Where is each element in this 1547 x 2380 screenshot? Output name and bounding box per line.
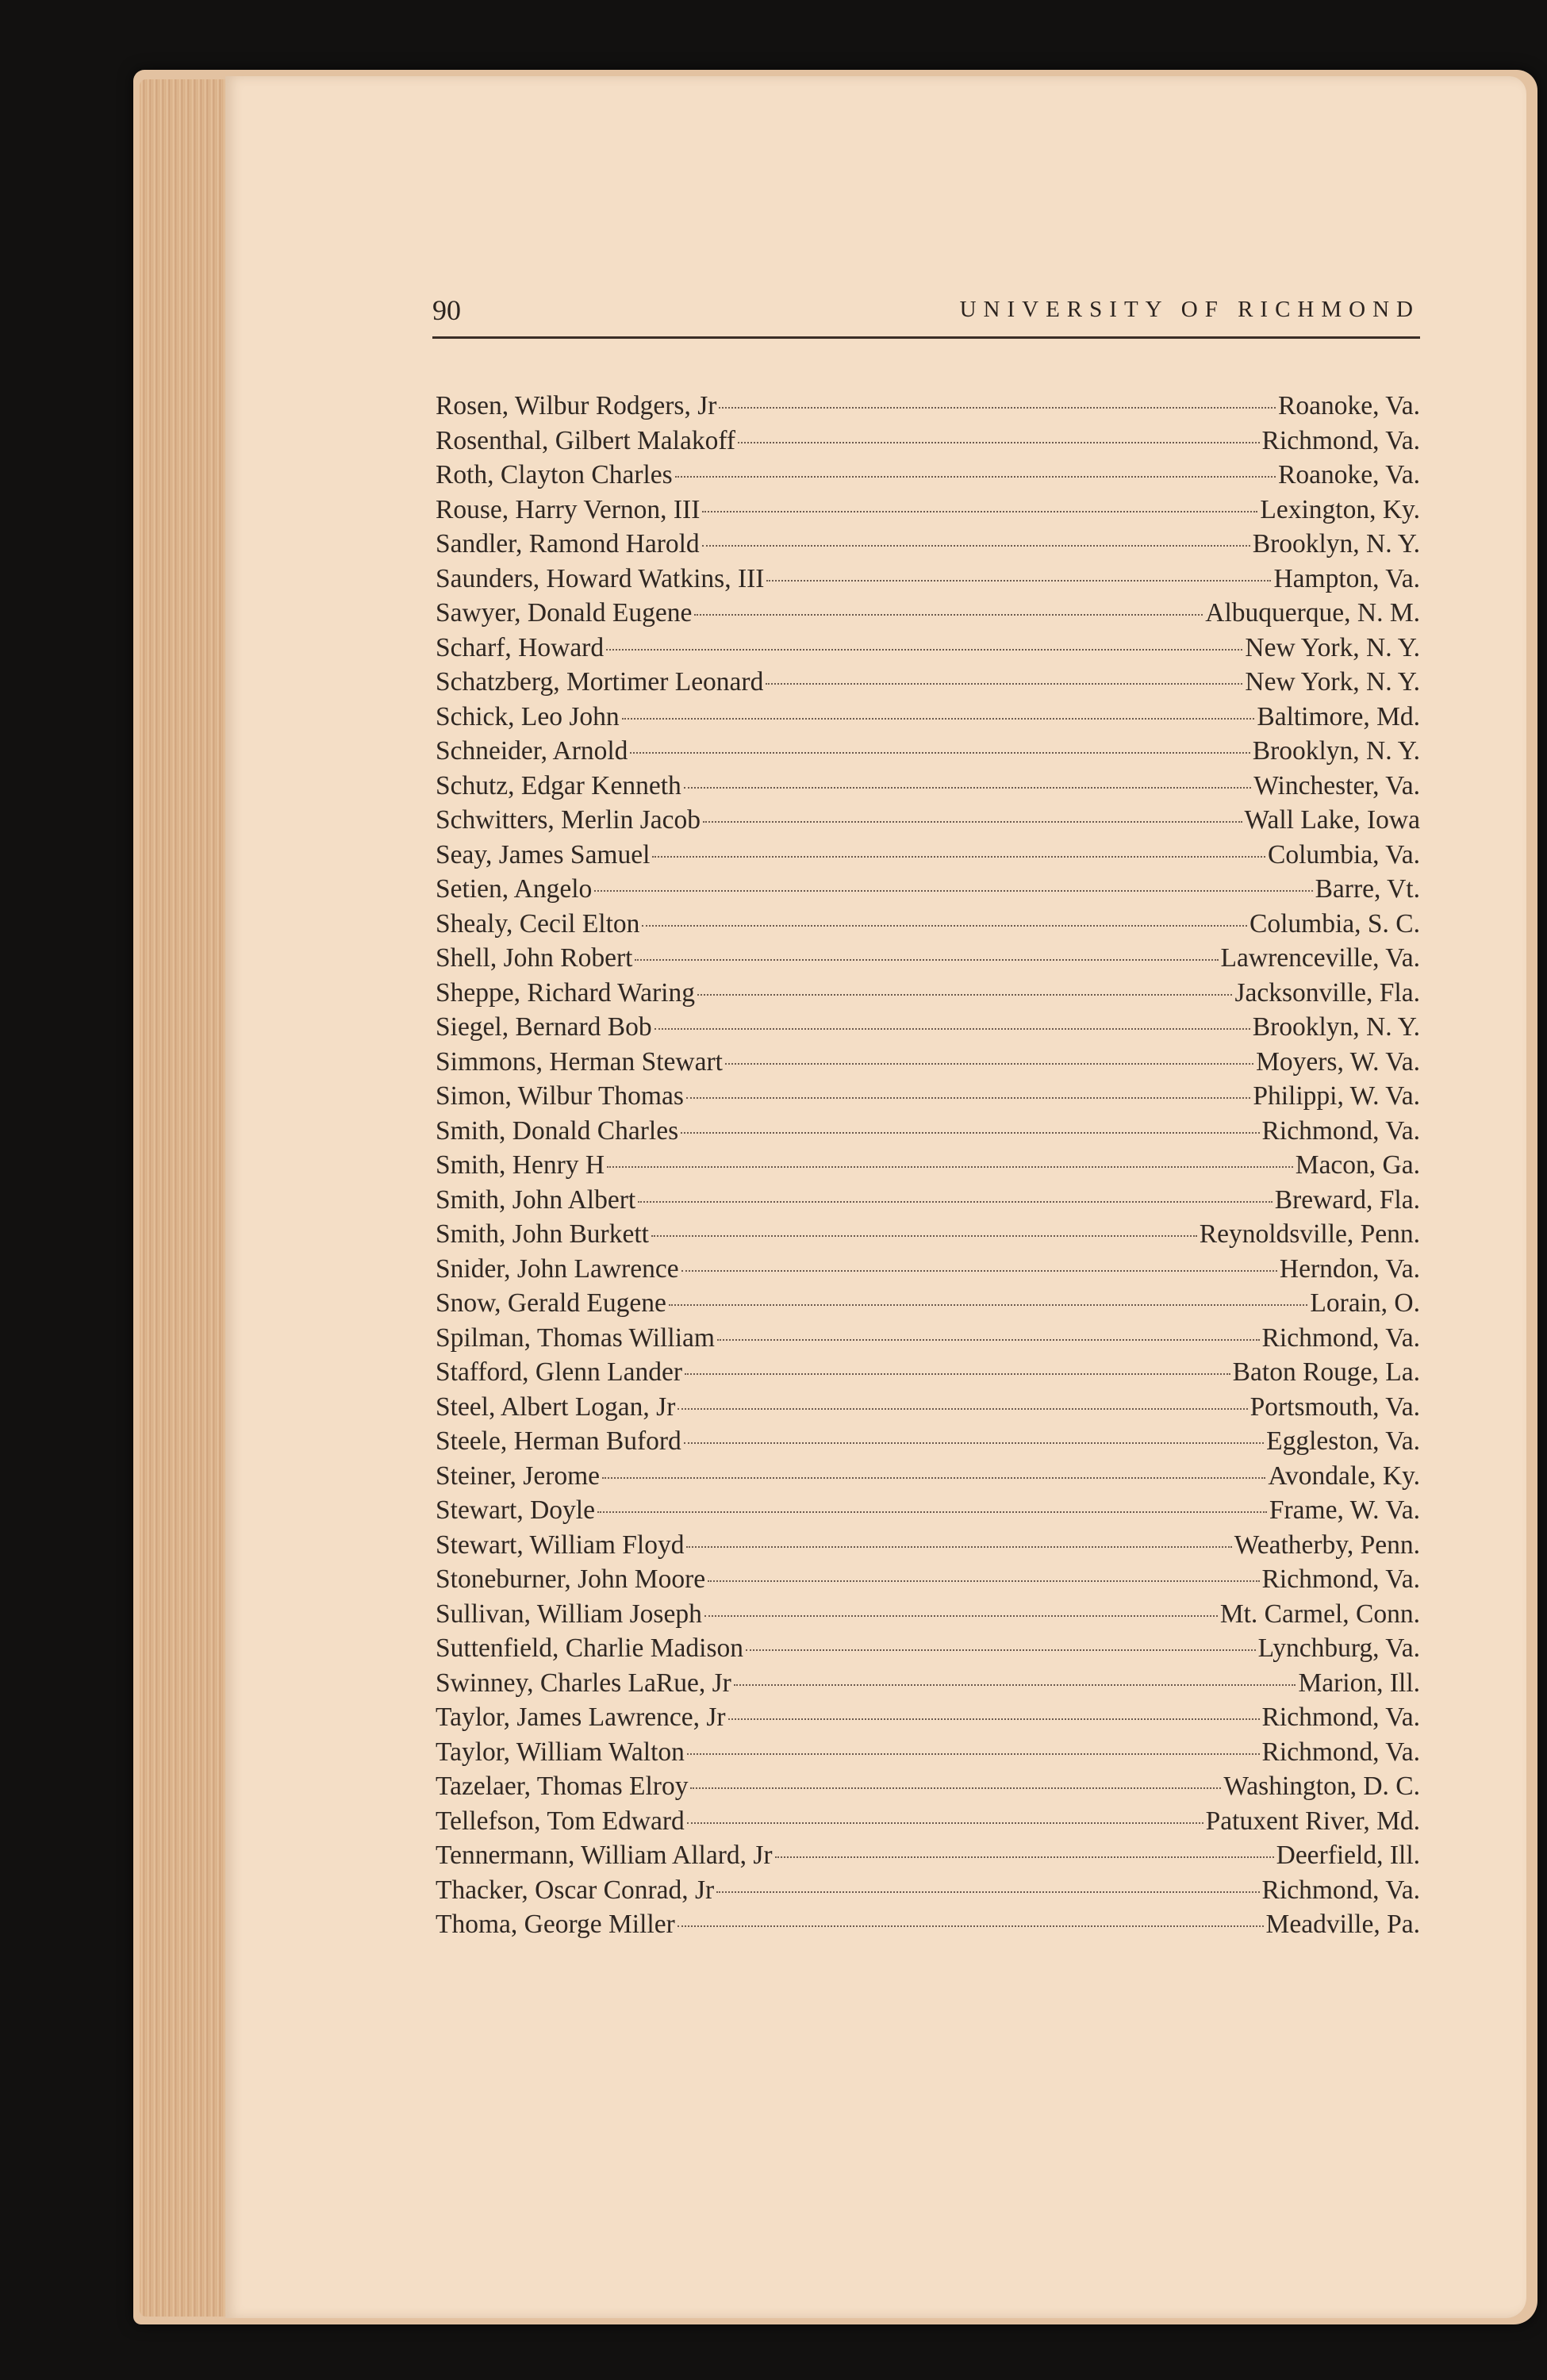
hometown: Columbia, Va. — [1267, 839, 1420, 869]
dot-leader — [622, 718, 1255, 720]
hometown: Baton Rouge, La. — [1232, 1357, 1420, 1387]
hometown: New York, N. Y. — [1245, 632, 1420, 662]
list-item — [436, 1528, 1420, 1563]
student-name: Taylor, William Walton — [436, 1737, 685, 1767]
dot-leader — [594, 890, 1312, 892]
list-item — [436, 872, 1420, 907]
student-name: Setien, Angelo — [436, 874, 593, 904]
dot-leader — [725, 1063, 1253, 1065]
list-item — [436, 803, 1420, 838]
hometown: Patuxent River, Md. — [1205, 1806, 1420, 1836]
list-item — [436, 665, 1420, 700]
student-name: Tennermann, William Allard, Jr — [436, 1841, 773, 1870]
list-item — [436, 1114, 1420, 1149]
dot-leader — [652, 856, 1265, 858]
list-item — [436, 700, 1420, 735]
list-item — [436, 838, 1420, 873]
student-name: Simon, Wilbur Thomas — [436, 1081, 684, 1111]
student-name: Schwitters, Merlin Jacob — [436, 805, 701, 835]
list-item — [436, 1183, 1420, 1218]
running-title: UNIVERSITY OF RICHMOND — [959, 297, 1420, 322]
hometown: Richmond, Va. — [1261, 1115, 1420, 1146]
hometown: Reynoldsville, Penn. — [1199, 1219, 1420, 1249]
student-name: Suttenfield, Charlie Madison — [436, 1633, 743, 1663]
dot-leader — [703, 821, 1242, 823]
page-header — [432, 289, 1420, 339]
student-name: Taylor, James Lawrence, Jr — [436, 1702, 726, 1732]
list-item — [436, 1286, 1420, 1321]
hometown: Barre, Vt. — [1315, 874, 1420, 904]
dot-leader — [717, 1339, 1260, 1341]
list-item — [436, 907, 1420, 942]
list-item — [436, 527, 1420, 562]
page-number: 90 — [432, 294, 461, 326]
dot-leader — [635, 959, 1218, 961]
list-item — [436, 1873, 1420, 1908]
list-item — [436, 1079, 1420, 1114]
student-name: Sawyer, Donald Eugene — [436, 598, 693, 628]
student-name: Steel, Albert Logan, Jr — [436, 1392, 676, 1422]
student-name: Schick, Leo John — [436, 701, 620, 731]
student-name: Snider, John Lawrence — [436, 1253, 679, 1284]
dot-leader — [686, 1546, 1231, 1548]
list-item — [436, 1321, 1420, 1356]
list-item — [436, 1838, 1420, 1873]
student-name: Tellefson, Tom Edward — [436, 1806, 685, 1836]
dot-leader — [694, 614, 1203, 616]
student-name: Schneider, Arnold — [436, 736, 628, 766]
hometown: Brooklyn, N. Y. — [1252, 736, 1420, 766]
student-name: Thacker, Oscar Conrad, Jr — [436, 1875, 715, 1905]
dot-leader — [651, 1235, 1197, 1237]
student-name: Shealy, Cecil Elton — [436, 908, 640, 939]
dot-leader — [708, 1580, 1259, 1582]
student-name: Smith, John Albert — [436, 1184, 636, 1215]
dot-leader — [697, 994, 1233, 996]
student-name: Smith, Henry H — [436, 1150, 605, 1180]
student-name: Saunders, Howard Watkins, III — [436, 563, 765, 593]
hometown: Lawrenceville, Va. — [1220, 943, 1420, 973]
hometown: Avondale, Ky. — [1268, 1461, 1420, 1491]
list-item — [436, 1631, 1420, 1666]
dot-leader — [642, 925, 1247, 927]
list-item — [436, 941, 1420, 976]
hometown: Marion, Ill. — [1298, 1668, 1420, 1698]
hometown: Meadville, Pa. — [1265, 1910, 1420, 1939]
dot-leader — [607, 1166, 1293, 1168]
hometown: Washington, D. C. — [1223, 1772, 1420, 1801]
list-item — [436, 1769, 1420, 1804]
list-item — [436, 1493, 1420, 1528]
hometown: Portsmouth, Va. — [1250, 1392, 1420, 1422]
hometown: Eggleston, Va. — [1266, 1426, 1420, 1456]
hometown: Richmond, Va. — [1261, 1875, 1420, 1905]
dot-leader — [678, 1925, 1264, 1927]
hometown: New York, N. Y. — [1245, 667, 1420, 697]
hometown: Brooklyn, N. Y. — [1252, 1012, 1420, 1042]
dot-leader — [687, 1822, 1203, 1824]
dot-leader — [681, 1132, 1259, 1134]
dot-leader — [684, 1442, 1264, 1444]
dot-leader — [704, 1615, 1218, 1617]
list-item — [436, 1252, 1420, 1287]
hometown: Herndon, Va. — [1279, 1253, 1420, 1284]
hometown: Baltimore, Md. — [1257, 701, 1420, 731]
hometown: Mt. Carmel, Conn. — [1219, 1599, 1420, 1629]
hometown: Columbia, S. C. — [1250, 908, 1420, 939]
student-name: Schutz, Edgar Kenneth — [436, 770, 681, 800]
dot-leader — [766, 580, 1271, 582]
hometown: Albuquerque, N. M. — [1205, 598, 1420, 628]
list-item — [436, 1390, 1420, 1425]
hometown: Richmond, Va. — [1261, 1702, 1420, 1732]
hometown: Lynchburg, Va. — [1257, 1633, 1420, 1663]
hometown: Richmond, Va. — [1261, 1322, 1420, 1353]
dot-leader — [678, 1408, 1247, 1410]
student-directory-list — [436, 389, 1420, 1942]
list-item — [436, 1700, 1420, 1735]
hometown: Deerfield, Ill. — [1276, 1841, 1420, 1870]
hometown: Macon, Ga. — [1295, 1150, 1420, 1180]
list-item — [436, 1045, 1420, 1080]
hometown: Wall Lake, Iowa — [1244, 805, 1420, 835]
list-item — [436, 493, 1420, 528]
student-name: Seay, James Samuel — [436, 839, 651, 869]
dot-leader — [597, 1511, 1267, 1513]
hometown: Frame, W. Va. — [1269, 1495, 1420, 1525]
dot-leader — [738, 442, 1260, 443]
student-name: Swinney, Charles LaRue, Jr — [436, 1668, 731, 1698]
hometown: Richmond, Va. — [1261, 1737, 1420, 1767]
student-name: Sullivan, William Joseph — [436, 1599, 702, 1629]
dot-leader — [702, 545, 1250, 547]
dot-leader — [681, 1270, 1277, 1272]
dot-leader — [686, 1097, 1250, 1099]
dot-leader — [690, 1787, 1221, 1789]
list-item — [436, 1804, 1420, 1839]
dot-leader — [719, 407, 1276, 409]
student-name: Smith, John Burkett — [436, 1219, 649, 1249]
dot-leader — [684, 787, 1252, 789]
list-item — [436, 596, 1420, 631]
list-item — [436, 976, 1420, 1011]
hometown: Lorain, O. — [1310, 1288, 1420, 1318]
hometown: Philippi, W. Va. — [1253, 1081, 1420, 1111]
hometown: Jacksonville, Fla. — [1234, 977, 1420, 1008]
student-name: Siegel, Bernard Bob — [436, 1012, 652, 1042]
dot-leader — [716, 1891, 1259, 1893]
list-item — [436, 389, 1420, 424]
list-item — [436, 1597, 1420, 1632]
dot-leader — [734, 1684, 1296, 1686]
hometown: Lexington, Ky. — [1260, 494, 1420, 524]
dot-leader — [746, 1649, 1256, 1651]
dot-leader — [685, 1373, 1230, 1375]
student-name: Steiner, Jerome — [436, 1461, 601, 1491]
student-name: Sheppe, Richard Waring — [436, 977, 695, 1008]
dot-leader — [602, 1477, 1265, 1479]
dot-leader — [606, 649, 1242, 651]
student-name: Stafford, Glenn Lander — [436, 1357, 683, 1387]
list-item — [436, 562, 1420, 597]
student-name: Rouse, Harry Vernon, III — [436, 494, 701, 524]
hometown: Weatherby, Penn. — [1234, 1530, 1420, 1560]
hometown: Richmond, Va. — [1261, 1564, 1420, 1594]
student-name: Thoma, George Miller — [436, 1910, 675, 1939]
list-item — [436, 1666, 1420, 1701]
dot-leader — [654, 1028, 1250, 1030]
student-name: Stewart, William Floyd — [436, 1530, 685, 1560]
student-name: Stewart, Doyle — [436, 1495, 595, 1525]
list-item — [436, 1907, 1420, 1942]
student-name: Schatzberg, Mortimer Leonard — [436, 667, 764, 697]
student-name: Shell, John Robert — [436, 943, 633, 973]
student-name: Simmons, Herman Stewart — [436, 1046, 723, 1077]
list-item — [436, 734, 1420, 769]
list-item — [436, 424, 1420, 459]
list-item — [436, 1735, 1420, 1770]
dot-leader — [728, 1718, 1260, 1720]
hometown: Breward, Fla. — [1274, 1184, 1420, 1215]
list-item — [436, 1217, 1420, 1252]
hometown: Brooklyn, N. Y. — [1252, 529, 1420, 559]
dot-leader — [669, 1304, 1308, 1306]
list-item — [436, 1424, 1420, 1459]
list-item — [436, 458, 1420, 493]
list-item — [436, 1355, 1420, 1390]
student-name: Sandler, Ramond Harold — [436, 529, 700, 559]
list-item — [436, 1562, 1420, 1597]
hometown: Richmond, Va. — [1261, 425, 1420, 455]
list-item — [436, 769, 1420, 804]
hometown: Roanoke, Va. — [1278, 460, 1420, 489]
list-item — [436, 1459, 1420, 1494]
student-name: Rosen, Wilbur Rodgers, Jr — [436, 391, 717, 420]
list-item — [436, 631, 1420, 666]
student-name: Scharf, Howard — [436, 632, 605, 662]
dot-leader — [687, 1753, 1260, 1755]
dot-leader — [766, 683, 1242, 685]
dot-leader — [638, 1201, 1273, 1203]
hometown: Winchester, Va. — [1253, 770, 1420, 800]
hometown: Moyers, W. Va. — [1256, 1046, 1420, 1077]
student-name: Rosenthal, Gilbert Malakoff — [436, 425, 736, 455]
student-name: Roth, Clayton Charles — [436, 460, 673, 489]
student-name: Smith, Donald Charles — [436, 1115, 679, 1146]
student-name: Spilman, Thomas William — [436, 1322, 715, 1353]
page-edges — [140, 79, 225, 2317]
dot-leader — [775, 1856, 1274, 1858]
student-name: Steele, Herman Buford — [436, 1426, 681, 1456]
student-name: Stoneburner, John Moore — [436, 1564, 706, 1594]
hometown: Hampton, Va. — [1273, 563, 1420, 593]
list-item — [436, 1148, 1420, 1183]
dot-leader — [702, 511, 1257, 512]
student-name: Snow, Gerald Eugene — [436, 1288, 666, 1318]
list-item — [436, 1010, 1420, 1045]
dot-leader — [630, 752, 1250, 754]
hometown: Roanoke, Va. — [1278, 391, 1420, 420]
student-name: Tazelaer, Thomas Elroy — [436, 1772, 689, 1801]
dot-leader — [675, 476, 1276, 478]
